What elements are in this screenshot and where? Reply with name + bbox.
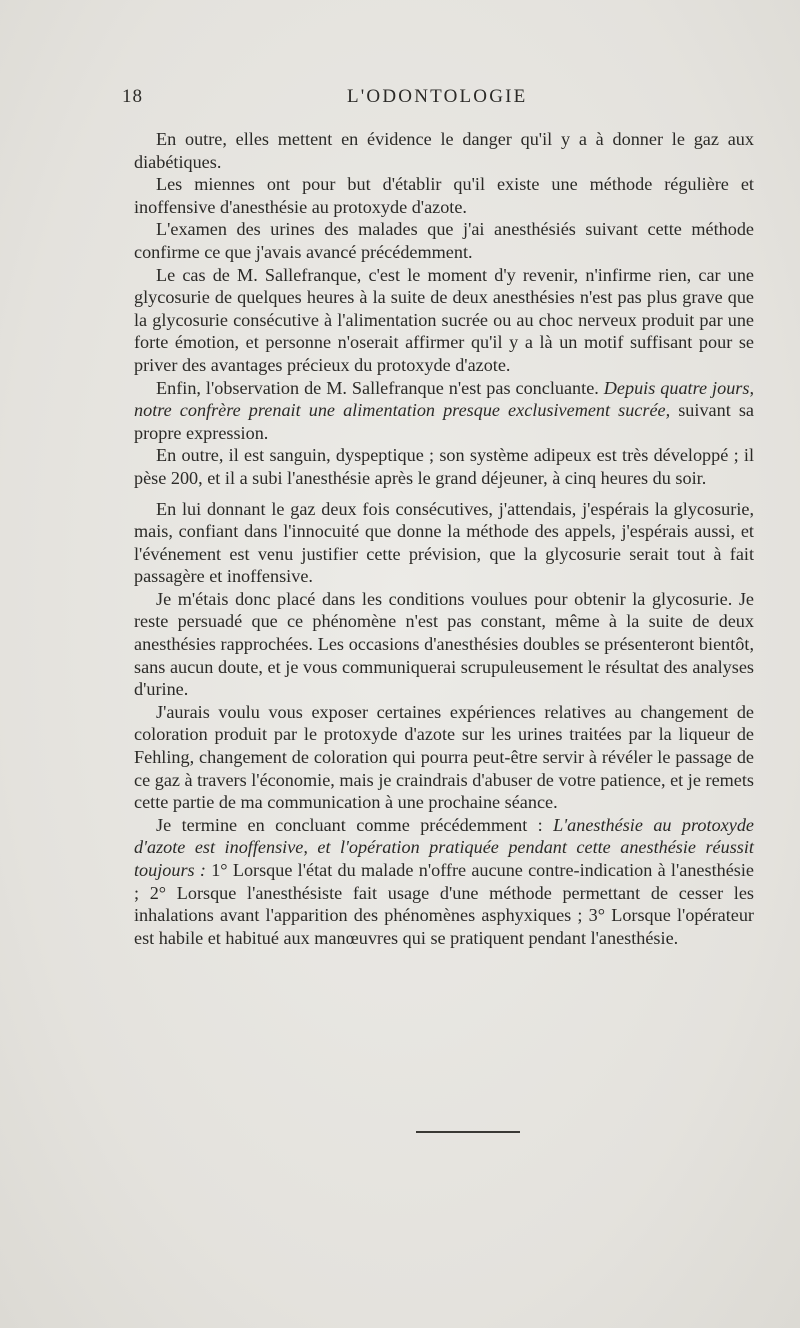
paragraph-10-text: Je termine en concluant comme précédemment : xyxy=(156,814,554,835)
paragraph-5 xyxy=(134,377,754,445)
paragraph-2: Les miennes ont pour but d'établir qu'il existe une méthode régulière et inoffensive d'anesthésie au protoxyde d'azote. xyxy=(134,174,754,217)
paragraph-10-italic: L'anesthésie au protoxyde d'azote est inoffensive, et l'opération pratiquée pendant cette anesthésie réussit toujours : xyxy=(134,814,754,880)
paragraph-3: L'examen des urines des malades que j'ai anesthésiés suivant cette méthode confirme ce que j'avais avancé précédemment. xyxy=(134,219,754,262)
paragraph-8: Je m'étais donc placé dans les conditions voulues pour obtenir la glycosurie. Je reste persuadé que ce phénomène n'est pas constant, même à la suite de deux anesthésies rapprochées. Les occasions d'anesthésies doubles se présenteront bientôt, sans aucun doute, et je vous communiquerai scrupuleusement le résultat des analyses d'urine. xyxy=(134,588,754,700)
paragraph-5-text-end: suivant sa propre expression. xyxy=(134,400,754,443)
page-number: 18 xyxy=(122,86,143,107)
body-text xyxy=(134,128,754,949)
paragraph-10 xyxy=(134,814,754,950)
paragraph-9: J'aurais voulu vous exposer certaines expériences relatives au changement de coloration produit par le protoxyde d'azote sur les urines traitées par la liqueur de Fehling, changement de coloration qui pourra peut-être servir à révéler le passage de ce gaz à travers l'économie, mais je craindrais d'abuser de votre patience, et je remets cette partie de ma communication à une prochaine séance. xyxy=(134,701,754,813)
journal-title: L'ODONTOLOGIE xyxy=(347,86,528,107)
paragraph-7: En lui donnant le gaz deux fois consécutives, j'attendais, j'espérais la glycosurie, mais, confiant dans l'innocuité que donne la méthode des appels, j'espérais aussi, et l'événement est venu justifier cette prévision, que la glycosurie serait tout à fait passagère et inoffensive. xyxy=(134,498,754,587)
paragraph-1: En outre, elles mettent en évidence le danger qu'il y a à donner le gaz aux diabétiques. xyxy=(134,129,754,172)
paragraph-6: En outre, il est sanguin, dyspeptique ; son système adipeux est très développé ; il pèse 200, et il a subi l'anesthésie après le grand déjeuner, à cinq heures du soir. xyxy=(134,445,754,488)
paragraph-5-text: Enfin, l'observation de M. Sallefranque n'est pas concluante. xyxy=(156,377,604,398)
paragraph-5-italic: Depuis quatre jours, notre confrère prenait une alimentation presque exclusivement sucrée, xyxy=(134,377,754,421)
paragraph-4: Le cas de M. Sallefranque, c'est le moment d'y revenir, n'infirme rien, car une glycosurie de quelques heures à la suite de deux anesthésies n'est pas plus grave que la glycosurie consécutive à l'alimentation sucrée ou au choc nerveux produit par une forte émotion, et personne n'oserait affirmer qu'il y a là un motif suffisant pour se priver des avantages précieux du protoxyde d'azote. xyxy=(134,264,754,375)
paragraph-10-text-end: 1° Lorsque l'état du malade n'offre aucune contre-indication à l'anesthésie ; 2° Lorsque l'anesthésiste fait usage d'une méthode permettant de cesser les inhalations avant l'apparition des phénomènes asphyxiques ; 3° Lorsque l'opérateur est habile et habitué aux manœuvres qui se pratiquent pendant l'anesthésie. xyxy=(134,860,754,948)
end-rule xyxy=(416,1131,520,1133)
running-head xyxy=(122,86,742,114)
